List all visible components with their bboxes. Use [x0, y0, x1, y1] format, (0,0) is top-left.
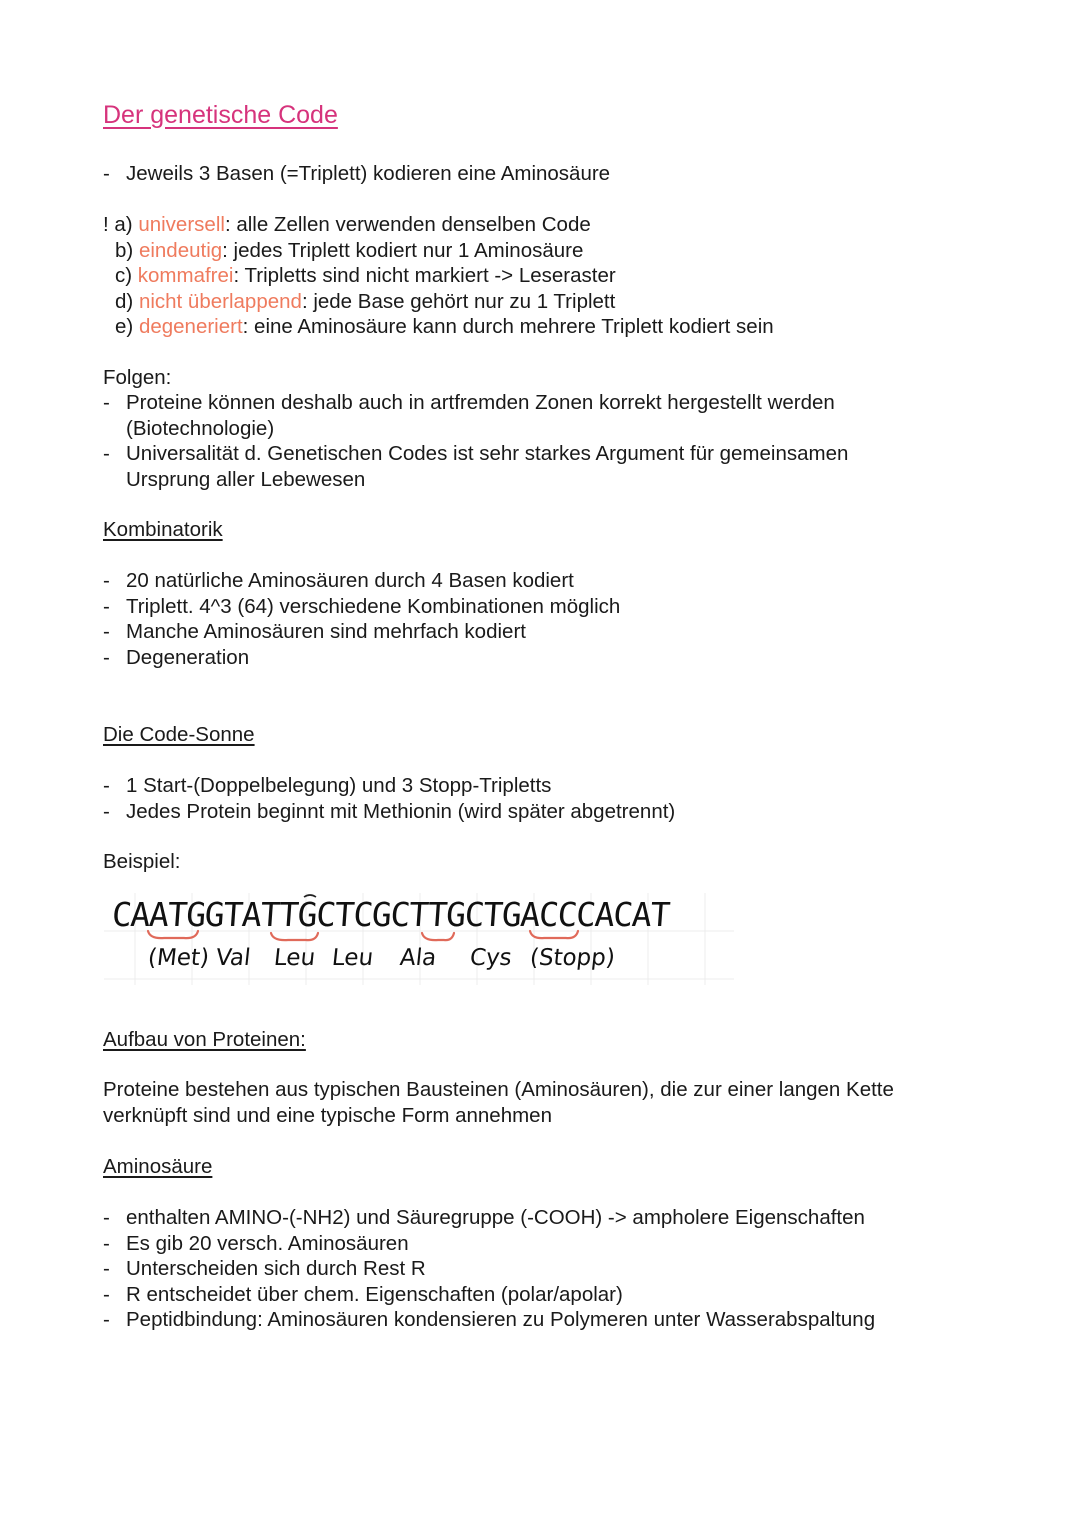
folgen-item-text: Universalität d. Genetischen Codes ist sehr starkes Argument für gemeinsamen — [126, 442, 849, 465]
aminosaeure-item — [103, 1205, 865, 1231]
intro-text: Jeweils 3 Basen (=Triplett) kodieren eine Aminosäure — [126, 162, 611, 185]
codesonne-item-text: 1 Start-(Doppelbelegung) und 3 Stopp-Tripletts — [126, 774, 552, 797]
dash-bullet: - — [103, 594, 110, 618]
handwritten-example — [104, 893, 744, 993]
aufbau-text-line: verknüpft sind und eine typische Form annehmen — [103, 1103, 552, 1127]
aminosaeure-item — [103, 1256, 426, 1282]
amino-acid-label: Leu — [330, 945, 375, 971]
page-title: Der genetische Code — [103, 101, 338, 129]
dash-bullet: - — [103, 442, 110, 465]
kombinatorik-heading: Kombinatorik — [103, 518, 223, 541]
kombinatorik-item — [103, 594, 620, 620]
aufbau-heading: Aufbau von Proteinen: — [103, 1028, 306, 1051]
dash-bullet: - — [103, 162, 110, 185]
codesonne-heading: Die Code-Sonne — [103, 723, 255, 746]
property-term: eindeutig — [138, 238, 223, 262]
property-term: degeneriert — [138, 315, 243, 338]
example-label: Beispiel: — [103, 850, 181, 873]
property-text: : Tripletts sind nicht markiert -> Leseraster — [233, 264, 616, 287]
property-term: universell — [138, 213, 225, 236]
dash-bullet: - — [103, 774, 110, 797]
aminosaeure-item-text: R entscheidet über chem. Eigenschaften (polar/apolar) — [126, 1282, 623, 1306]
property-unambiguous — [115, 238, 583, 264]
kombinatorik-item-text: Triplett. 4^3 (64) verschiedene Kombinationen möglich — [126, 594, 621, 618]
property-text: : eine Aminosäure kann durch mehrere Triplett kodiert sein — [242, 315, 774, 338]
dash-bullet: - — [103, 1282, 110, 1306]
dash-bullet: - — [103, 569, 110, 592]
codesonne-item-text: Jedes Protein beginnt mit Methionin (wird später abgetrennt) — [126, 799, 676, 823]
property-text: : alle Zellen verwenden denselben Code — [224, 213, 591, 236]
dash-bullet: - — [103, 620, 110, 643]
kombinatorik-item — [103, 619, 526, 645]
aminosaeure-heading: Aminosäure — [103, 1155, 213, 1178]
property-term: kommafrei — [137, 264, 234, 287]
dna-sequence: CAATGGTATTGCTCGCTTGCTGACCCACAT — [110, 895, 671, 934]
amino-acid-label: Leu — [272, 945, 317, 971]
property-prefix: c) — [115, 264, 138, 287]
aminosaeure-item — [103, 1282, 623, 1308]
property-prefix: b) — [115, 238, 139, 262]
aminosaeure-item — [103, 1307, 875, 1333]
property-non-overlapping — [115, 289, 615, 315]
kombinatorik-item — [103, 645, 249, 671]
dash-bullet: - — [103, 645, 110, 669]
property-comma-free — [115, 263, 616, 289]
dash-bullet: - — [103, 1308, 110, 1331]
codesonne-item — [103, 773, 551, 799]
folgen-item — [103, 441, 848, 467]
amino-acid-label: (Stopp) — [528, 945, 617, 971]
aminosaeure-item-text: Unterscheiden sich durch Rest R — [126, 1257, 426, 1280]
dash-bullet: - — [103, 1257, 110, 1280]
aufbau-text-line: Proteine bestehen aus typischen Bausteinen (Aminosäuren), die zur einer langen Kette — [103, 1078, 894, 1101]
aminosaeure-item-text: Es gib 20 versch. Aminosäuren — [126, 1231, 409, 1255]
aminosaeure-item-text: Peptidbindung: Aminosäuren kondensieren zu Polymeren unter Wasserabspaltung — [126, 1308, 876, 1331]
aminosaeure-item-text: enthalten AMINO-(-NH2) und Säuregruppe (-COOH) -> ampholere Eigenschaften — [126, 1206, 865, 1229]
dash-bullet: - — [103, 799, 110, 823]
intro-item — [103, 161, 610, 187]
dash-bullet: - — [103, 1231, 110, 1255]
property-term: nicht überlappend — [138, 289, 302, 313]
dash-bullet: - — [103, 1206, 110, 1229]
codesonne-item — [103, 799, 675, 825]
amino-acid-label: Ala — [398, 945, 438, 971]
amino-acid-label: Val — [214, 945, 252, 971]
property-prefix: e) — [115, 315, 139, 338]
property-prefix: d) — [115, 289, 139, 313]
folgen-item-continuation: (Biotechnologie) — [126, 416, 275, 440]
kombinatorik-item-text: Degeneration — [126, 645, 250, 669]
kombinatorik-item-text: Manche Aminosäuren sind mehrfach kodiert — [126, 620, 526, 643]
amino-acid-label: Cys — [468, 945, 514, 971]
kombinatorik-item-text: 20 natürliche Aminosäuren durch 4 Basen kodiert — [126, 569, 574, 592]
property-prefix: ! a) — [103, 213, 139, 236]
property-text: : jedes Triplett kodiert nur 1 Aminosäure — [222, 238, 584, 262]
aminosaeure-item — [103, 1231, 409, 1257]
amino-acid-label: (Met) — [146, 945, 211, 971]
property-text: : jede Base gehört nur zu 1 Triplett — [301, 289, 616, 313]
property-degenerate — [115, 314, 774, 340]
property-universal — [103, 212, 591, 238]
folgen-item-continuation: Ursprung aller Lebewesen — [126, 467, 366, 491]
kombinatorik-item — [103, 568, 574, 594]
folgen-item-text: Proteine können deshalb auch in artfremden Zonen korrekt hergestellt werden — [126, 391, 835, 414]
folgen-heading: Folgen: — [103, 366, 172, 389]
folgen-item — [103, 390, 835, 416]
dash-bullet: - — [103, 391, 110, 414]
